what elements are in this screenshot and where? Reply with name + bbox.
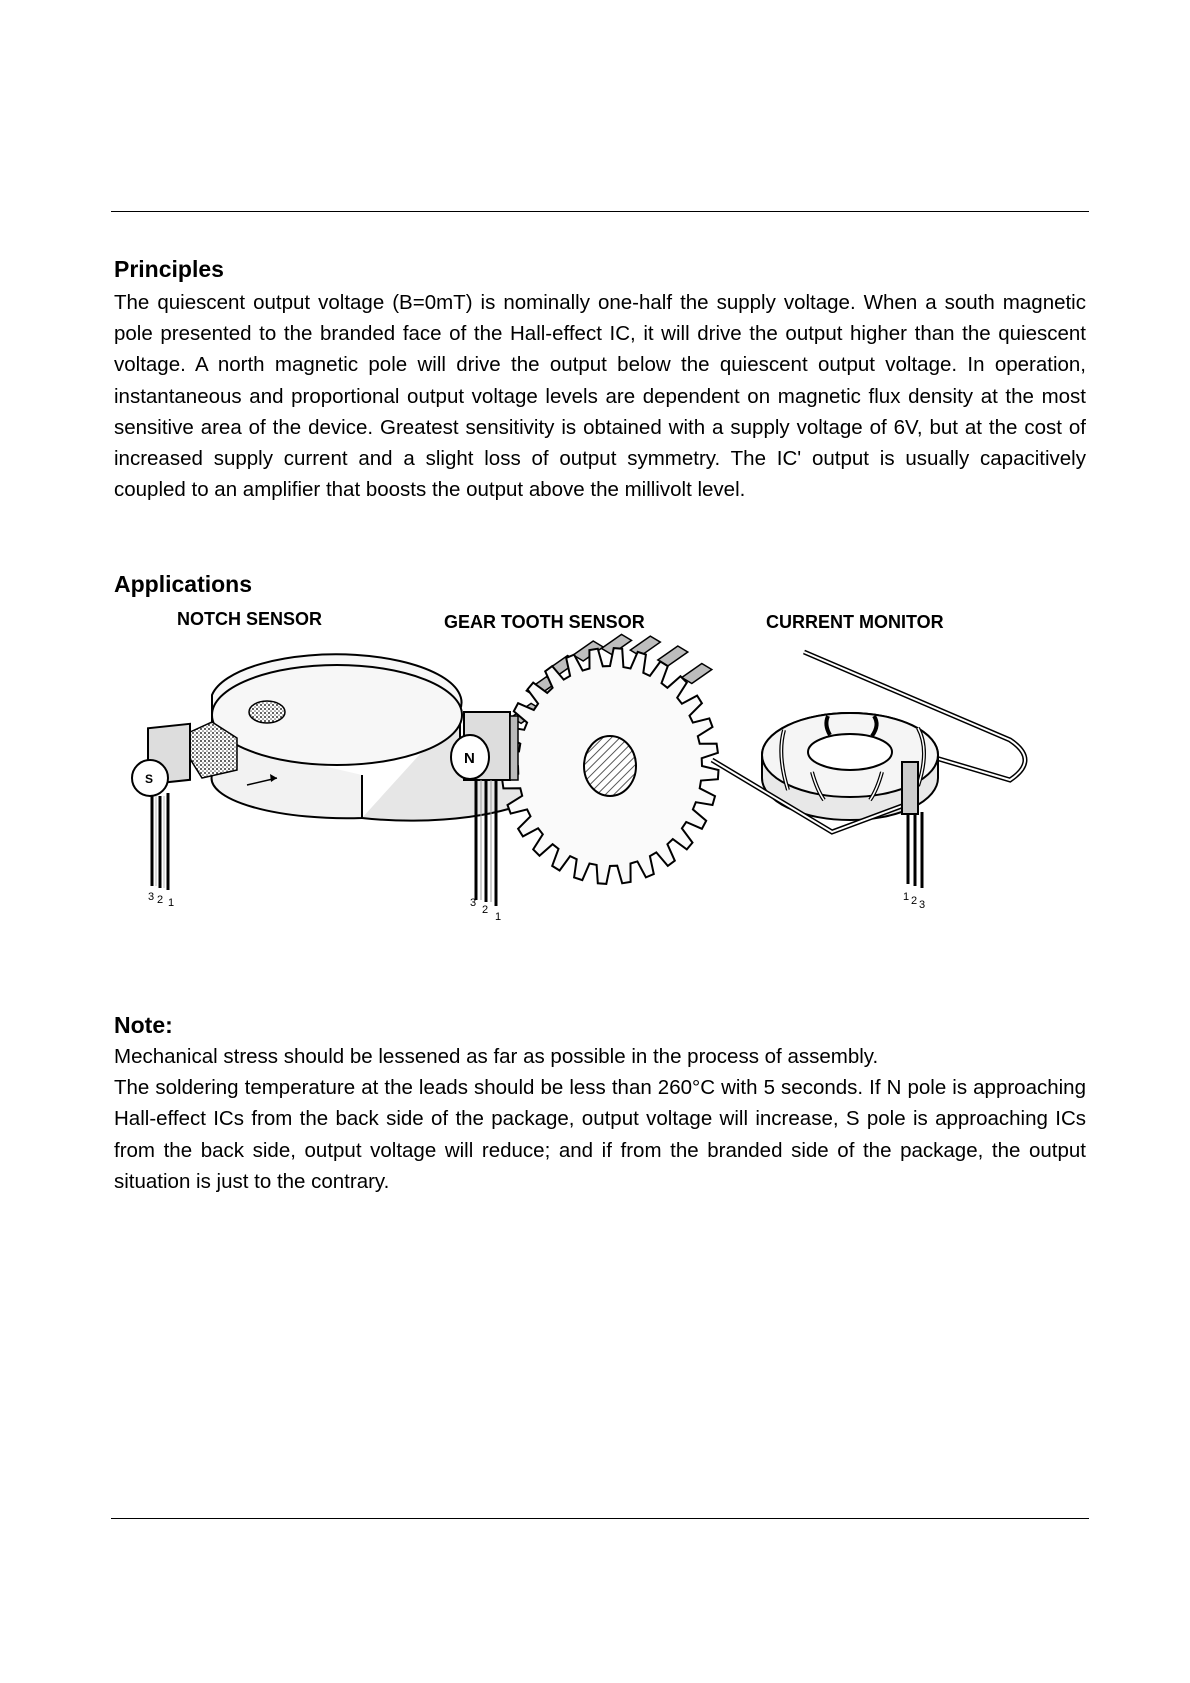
principles-paragraph: The quiescent output voltage (B=0mT) is nominally one-half the supply voltage. When a south magnetic pole presented to the branded face of the Hall-effect IC, it will drive the output higher than the quiescent voltage. A north magnetic pole will drive the output below the quiescent output voltage. In operation, instantaneous and proportional output voltage levels are dependent on magnetic flux density at the most sensitive area of the device. Greatest sensitivity is obtained with a supply voltage of 6V, but at the cost of increased supply current and a slight loss of output symmetry. The IC' output is usually capacitively coupled to an amplifier that boosts the output above the millivolt level.: [114, 291, 1086, 502]
applications-figure: [112, 600, 1046, 930]
header-rule: [111, 211, 1089, 212]
footer-rule: [111, 1518, 1089, 1519]
gear-pin-3: 3: [470, 897, 477, 909]
notch-pin-3: 3: [148, 891, 155, 903]
current-pin-3: 3: [919, 899, 926, 911]
current-monitor-figure: [712, 612, 1025, 911]
current-pin-2: 2: [911, 895, 918, 907]
gear-sensor-pole: N: [464, 750, 475, 767]
notch-sensor-label: NOTCH SENSOR: [177, 609, 323, 629]
note-line-2: The soldering temperature at the leads should be less than 260°C with 5 seconds. If N pole is approaching Hall-effect ICs from the back side of the package, output voltage will increase, S pole is approaching ICs from the back side, output voltage will reduce; and if from the branded side of the package, the output situation is just to the contrary.: [114, 1076, 1086, 1193]
current-pin-1: 1: [903, 891, 910, 903]
gear-tooth-side: [682, 664, 712, 684]
note-line-1: Mechanical stress should be lessened as far as possible in the process of assembly.: [114, 1045, 879, 1068]
current-monitor-label: CURRENT MONITOR: [766, 612, 944, 632]
principles-heading: Principles: [114, 256, 224, 282]
gear-tooth-sensor-label: GEAR TOOTH SENSOR: [444, 612, 645, 632]
gear-tooth-side: [630, 636, 660, 656]
note-body: [114, 1041, 1086, 1197]
notch-pin-2: 2: [157, 894, 164, 906]
notch-sensor-pole: S: [145, 772, 154, 786]
gear-pin-1: 1: [495, 911, 502, 923]
gear-pin-2: 2: [482, 904, 489, 916]
note-heading: Note:: [114, 1012, 173, 1038]
notch-pin-1: 1: [168, 897, 175, 909]
applications-heading: Applications: [114, 571, 253, 597]
gear-tooth-sensor-figure: [444, 612, 719, 923]
